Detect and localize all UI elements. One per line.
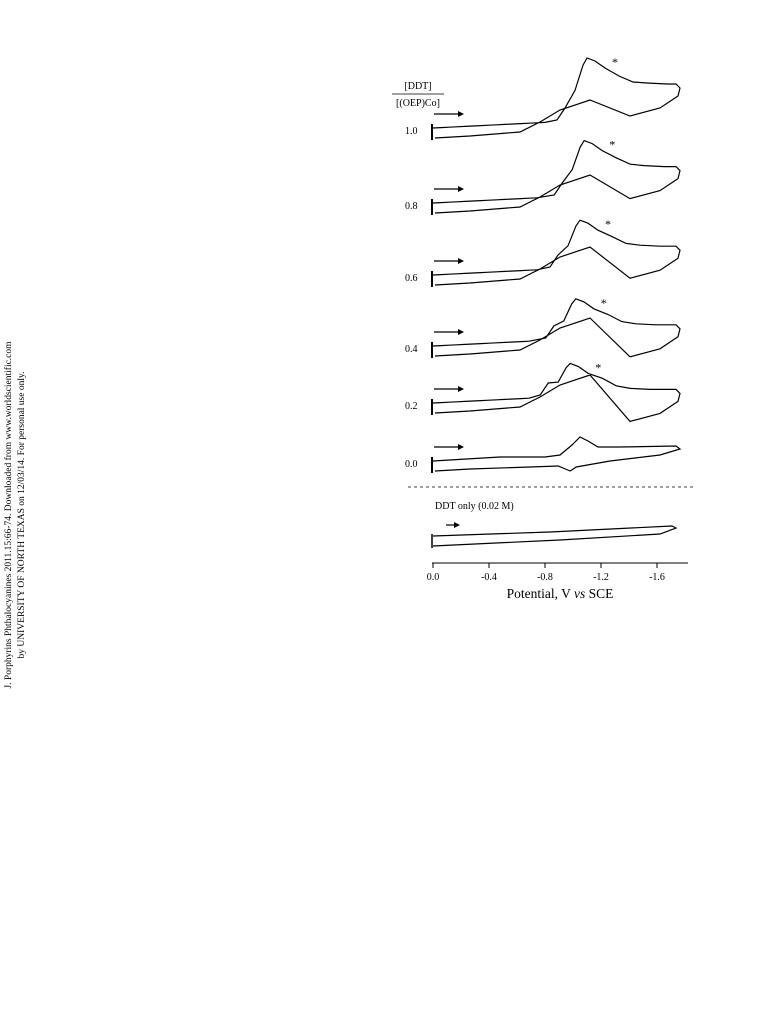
- cv-trace-0-2: [405, 360, 680, 421]
- cv-curve: [433, 363, 680, 421]
- cv-trace-0-8: [405, 138, 680, 215]
- x-tick-label: -1.2: [593, 572, 609, 583]
- ratio-value-label: 0.0: [405, 459, 418, 470]
- x-axis-title: [507, 586, 614, 601]
- star-marker: *: [600, 295, 607, 310]
- ddt-only-trace: [432, 522, 676, 548]
- ratio-numerator: [DDT]: [404, 81, 432, 92]
- ratio-value-label: 0.2: [405, 401, 418, 412]
- cv-trace-0-4: [405, 296, 680, 358]
- watermark-line-2: by UNIVERSITY OF NORTH TEXAS on 12/03/14. For personal use only.: [17, 371, 27, 659]
- x-axis-title-part-1: Potential, V: [506, 586, 574, 601]
- scan-arrow-icon: [458, 386, 464, 392]
- ratio-header: [392, 81, 444, 109]
- x-axis-title-part-3: SCE: [585, 586, 614, 601]
- x-axis-title-vs: vs: [574, 586, 586, 601]
- cv-curve: [433, 58, 680, 138]
- cv-curve: [433, 220, 680, 285]
- star-marker: *: [595, 360, 602, 375]
- x-tick-label: 0.0: [426, 572, 440, 583]
- scan-arrow-icon: [458, 329, 464, 335]
- ratio-value-label: 0.4: [405, 344, 418, 355]
- ratio-value-label: 0.8: [405, 201, 418, 212]
- star-marker: *: [612, 55, 618, 69]
- star-marker: *: [605, 217, 611, 232]
- cv-trace-0-6: [405, 217, 680, 287]
- cv-trace-0-0: [405, 437, 680, 473]
- scan-arrow-icon: [458, 111, 464, 117]
- ratio-denominator: [(OEP)Co]: [396, 98, 440, 109]
- cv-trace-1-0: [405, 55, 680, 140]
- scan-arrow-icon: [458, 258, 464, 264]
- x-axis: [427, 563, 688, 583]
- x-tick-label: -0.8: [537, 572, 553, 583]
- cv-curve: [433, 437, 680, 471]
- x-tick-label: -0.4: [481, 572, 497, 583]
- ratio-value-label: 1.0: [405, 126, 418, 137]
- ddt-only-label: DDT only (0.02 M): [435, 501, 514, 512]
- watermark-line-1: J. Porphyrins Phthalocyanines 2011.15:66-74. Downloaded from www.worldscientific.com: [4, 341, 14, 689]
- scan-arrow-icon: [458, 444, 464, 450]
- cv-traces: [405, 55, 680, 473]
- cv-curve: [433, 141, 680, 213]
- scan-arrow-icon: [458, 186, 464, 192]
- scan-arrow-icon: [454, 522, 460, 528]
- x-tick-label: -1.6: [649, 572, 665, 583]
- cv-curve: [433, 526, 676, 546]
- ratio-value-label: 0.6: [405, 273, 418, 284]
- cv-curve: [433, 299, 680, 357]
- star-marker: *: [609, 137, 616, 152]
